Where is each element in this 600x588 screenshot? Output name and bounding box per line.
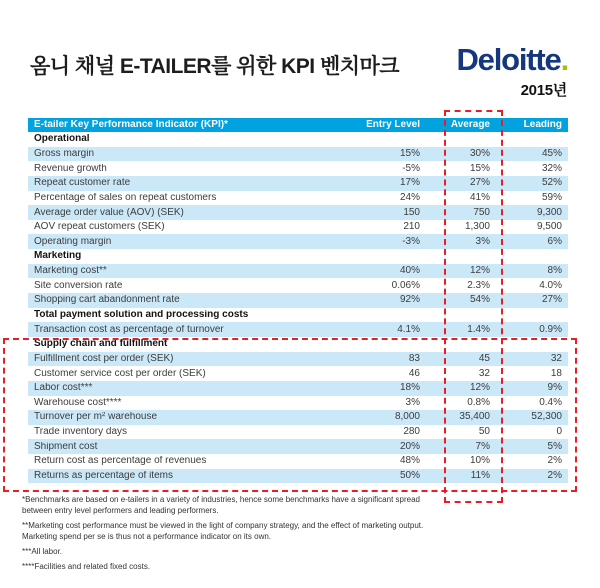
leading-value: 45% [541,148,562,159]
leading-value: 6% [547,236,562,247]
table-row [28,264,568,279]
footnote-line: *Benchmarks are based on e-tailers in a variety of industries, hence some benchmarks have a significant spread [22,495,420,504]
average-value: 0.8% [467,397,490,408]
section-row [28,308,568,323]
table-header-row [28,118,568,132]
kpi-label: Gross margin [34,148,95,159]
average-value: 50 [478,427,490,438]
col-header-entry-level: Entry Level [366,120,420,130]
footnote-line: between entry level performers and leading performers. [22,506,219,515]
entry-level-value: 46 [408,368,420,379]
entry-level-value: 20% [399,441,420,452]
deloitte-logo-text: Deloitte [456,42,561,77]
footnote-line: ****Facilities and related fixed costs. [22,562,151,571]
average-value: 1,300 [464,222,490,233]
entry-level-value: 92% [399,295,420,306]
entry-level-value: -5% [402,163,420,174]
table-row [28,161,568,176]
average-value: 3% [475,236,490,247]
footnote-line: **Marketing cost performance must be viewed in the light of company strategy, and the effect of marketing output. [22,521,424,530]
table-row [28,410,568,425]
table-row [28,425,568,440]
kpi-label: Shipment cost [34,441,98,452]
leading-value: 52% [541,178,562,189]
section-label: Supply chain and fulfillment [34,339,168,350]
kpi-label: AOV repeat customers (SEK) [34,222,165,233]
average-value: 750 [473,207,490,218]
entry-level-value: 210 [403,222,420,233]
average-value: 32 [478,368,490,379]
leading-value: 4.0% [539,280,562,291]
col-header-leading: Leading [523,120,562,130]
average-value: 15% [469,163,490,174]
col-header-average: Average [450,120,490,130]
kpi-label: Marketing cost** [34,266,107,277]
entry-level-value: 3% [405,397,420,408]
leading-value: 32% [541,163,562,174]
entry-level-value: 17% [399,178,420,189]
leading-value: 8% [547,266,562,277]
leading-value: 5% [547,441,562,452]
kpi-label: Percentage of sales on repeat customers [34,192,217,203]
kpi-label: Customer service cost per order (SEK) [34,368,206,379]
average-value: 45 [478,353,490,364]
average-value: 12% [469,383,490,394]
entry-level-value: 50% [399,471,420,482]
entry-level-value: -3% [402,236,420,247]
kpi-label: Warehouse cost**** [34,397,122,408]
entry-level-value: 280 [403,427,420,438]
kpi-label: Labor cost*** [34,383,93,394]
leading-value: 18 [550,368,562,379]
footnote [22,520,442,542]
average-value: 11% [470,471,490,482]
entry-level-value: 0.06% [391,280,420,291]
table-body [28,132,568,483]
average-value: 35,400 [459,412,490,423]
col-header-kpi: E-tailer Key Performance Indicator (KPI)* [34,120,228,130]
leading-value: 9,500 [536,222,562,233]
table-row [28,293,568,308]
leading-value: 2% [547,471,562,482]
leading-value: 27% [541,295,562,306]
table-row [28,176,568,191]
table-row [28,191,568,206]
average-value: 1.4% [467,324,490,335]
kpi-label: Operating margin [34,236,112,247]
section-row [28,249,568,264]
section-label: Operational [34,134,90,145]
average-value: 10% [469,456,490,467]
table-row [28,205,568,220]
footnote [22,494,442,516]
average-value: 2.3% [467,280,490,291]
kpi-table [28,118,568,483]
kpi-label: Shopping cart abandonment rate [34,295,180,306]
kpi-label: Fulfillment cost per order (SEK) [34,353,174,364]
table-row [28,278,568,293]
table-row [28,454,568,469]
leading-value: 0 [556,427,562,438]
table-row [28,396,568,411]
average-value: 27% [469,178,490,189]
kpi-label: Returns as percentage of items [34,471,173,482]
kpi-label: Transaction cost as percentage of turnover [34,324,224,335]
entry-level-value: 8,000 [394,412,420,423]
entry-level-value: 24% [399,192,420,203]
deloitte-logo [457,44,569,75]
leading-value: 2% [547,456,562,467]
leading-value: 9% [547,383,562,394]
table-row [28,439,568,454]
table-row [28,366,568,381]
leading-value: 0.9% [539,324,562,335]
table-row [28,352,568,367]
average-value: 7% [475,441,490,452]
entry-level-value: 83 [408,353,420,364]
kpi-label: Return cost as percentage of revenues [34,456,207,467]
table-row [28,381,568,396]
footnote [22,546,442,557]
average-value: 54% [469,295,490,306]
table-row [28,220,568,235]
section-label: Total payment solution and processing costs [34,310,249,320]
section-label: Marketing [34,251,82,262]
entry-level-value: 48% [399,456,420,467]
section-row [28,337,568,352]
entry-level-value: 150 [403,207,420,218]
deloitte-logo-dot: . [560,42,568,77]
table-row [28,147,568,162]
year-label: 2015년 [520,82,567,99]
kpi-label: Trade inventory days [34,427,128,438]
leading-value: 52,300 [531,412,562,423]
entry-level-value: 4.1% [397,324,420,335]
table-row [28,234,568,249]
average-value: 41% [469,192,490,203]
footnote-line: ***All labor. [22,547,63,556]
kpi-label: Repeat customer rate [34,178,131,189]
kpi-label: Revenue growth [34,163,107,174]
kpi-label: Site conversion rate [34,280,123,291]
footnotes [22,494,442,576]
leading-value: 0.4% [539,397,562,408]
leading-value: 59% [541,192,562,203]
footnote [22,561,442,572]
entry-level-value: 18% [399,383,420,394]
page-title: 옴니 채널 E-TAILER를 위한 KPI 벤치마크 [30,55,400,78]
section-row [28,132,568,147]
kpi-label: Average order value (AOV) (SEK) [34,207,184,218]
entry-level-value: 15% [399,148,420,159]
average-value: 12% [469,266,490,277]
kpi-label: Turnover per m² warehouse [34,412,158,423]
leading-value: 32 [550,353,562,364]
average-value: 30% [469,148,490,159]
table-row [28,469,568,484]
footnote-line: Marketing spend per se is thus not a performance indicator on its own. [22,532,272,541]
leading-value: 9,300 [536,207,562,218]
table-row [28,322,568,337]
entry-level-value: 40% [399,266,420,277]
